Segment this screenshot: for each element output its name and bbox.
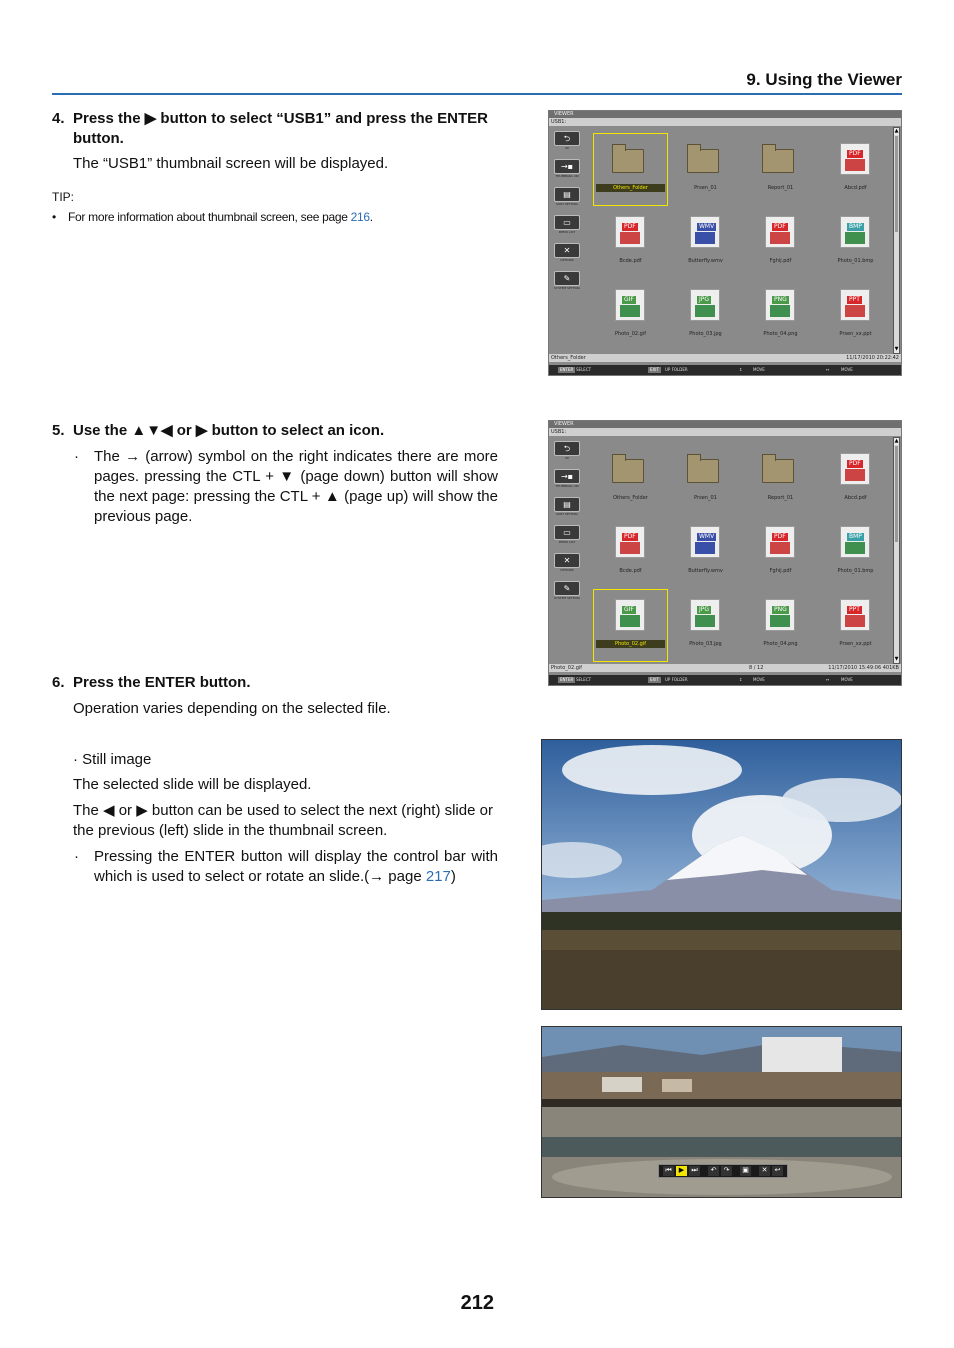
status-right: 11/17/2010 20:22:42	[846, 355, 899, 361]
viewer-path: USB1:	[549, 428, 901, 436]
thumbnail-filename: Bcde.pdf	[619, 568, 642, 574]
viewer-screenshot-2	[548, 420, 902, 686]
help-text: SELECT	[576, 677, 592, 682]
help-text: EXIT	[650, 367, 659, 372]
viewer-status-bar	[549, 354, 901, 362]
sidebar-button[interactable]	[552, 469, 582, 489]
jpg-file-icon	[690, 289, 720, 321]
sidebar-button-icon: ✎	[554, 581, 580, 596]
thumbnail-item[interactable]	[743, 516, 818, 589]
thumbnail-filename: Photo_02.gif	[614, 331, 647, 337]
pdf-file-icon	[840, 143, 870, 175]
step5-text: Use the ▲▼◀ or ▶ button to select an icon.	[73, 422, 385, 439]
thumbnail-item[interactable]	[818, 133, 893, 206]
previous-icon[interactable]: ⏮	[663, 1166, 674, 1176]
jpg-file-icon	[690, 599, 720, 631]
viewer-status-bar	[549, 664, 901, 672]
tip-end: .	[369, 210, 373, 224]
file-art	[845, 232, 865, 244]
file-art	[695, 232, 715, 244]
status-right: 11/17/2010 15:49:06 401KB	[828, 665, 899, 671]
sidebar-button-label: OPTIONS	[560, 258, 574, 262]
pdf-file-icon	[615, 526, 645, 558]
thumbnail-filename: Bcde.pdf	[619, 258, 642, 264]
sidebar-button-icon: ▭	[554, 215, 580, 230]
thumbnail-item[interactable]	[593, 443, 668, 516]
page-217-link[interactable]: 217	[425, 868, 451, 885]
viewer-help-bar	[549, 675, 901, 685]
viewer-scrollbar[interactable]: ▲ ▼	[894, 438, 899, 662]
step4-number: 4.	[52, 110, 65, 127]
sidebar-button-label: SYSTEM SETTING	[554, 286, 580, 290]
file-type-tag: WMV	[699, 533, 715, 540]
control-spacer	[753, 1166, 757, 1176]
thumbnail-filename: Butterfly.wmv	[688, 568, 723, 574]
file-type-tag: BMP	[849, 533, 862, 540]
sidebar-button-label: SORT SETTING	[556, 512, 578, 516]
step4-description: The “USB1” thumbnail screen will be displayed.	[73, 155, 389, 172]
tip-page-link[interactable]: 216	[350, 210, 370, 224]
sidebar-button-icon: →▪	[554, 159, 580, 174]
file-art	[695, 305, 715, 317]
file-type-tag: PDF	[624, 223, 636, 230]
return-icon[interactable]: ↩	[772, 1166, 783, 1176]
sidebar-button-icon: ✕	[554, 243, 580, 258]
fit-screen-icon[interactable]: ▣	[740, 1166, 751, 1176]
file-type-tag: PDF	[774, 223, 786, 230]
sidebar-button-label: THUMBNAIL ON	[555, 484, 579, 488]
step5-heading	[52, 421, 498, 441]
file-type-tag: WMV	[699, 223, 715, 230]
viewer-thumbnail-grid	[593, 133, 893, 352]
sidebar-button[interactable]	[552, 215, 582, 235]
pdf-file-icon	[765, 216, 795, 248]
thumbnail-item[interactable]	[668, 443, 743, 516]
file-art	[620, 305, 640, 317]
sidebar-button-icon: ▤	[554, 187, 580, 202]
still-image-heading: · Still image	[73, 751, 152, 768]
sidebar-button[interactable]	[552, 497, 582, 517]
viewer-screenshot-1	[548, 110, 902, 376]
help-text: ↔	[826, 677, 830, 682]
sidebar-button-icon: ⮌	[554, 441, 580, 456]
thumbnail-filename: Photo_01.bmp	[837, 258, 874, 264]
step6-number: 6.	[52, 674, 65, 691]
thumbnail-filename: Report_01	[767, 495, 794, 501]
help-text: EXIT	[650, 677, 659, 682]
still-image-description2: The ◀ or ▶ button can be used to select the next (right) slide or the previous (left) slide in the thumbnail screen.	[73, 802, 493, 839]
thumbnail-item[interactable]	[593, 133, 668, 206]
file-type-tag: PDF	[849, 460, 861, 467]
thumbnail-filename: Prsen_xx.ppt	[839, 641, 872, 647]
thumbnail-filename: Abcd.pdf	[844, 495, 867, 501]
sidebar-button-label: UP	[564, 456, 569, 460]
thumbnail-item[interactable]	[593, 206, 668, 279]
folder-icon	[762, 459, 794, 483]
sidebar-button-icon: ▭	[554, 525, 580, 540]
png-file-icon	[765, 289, 795, 321]
help-text: ↕	[739, 367, 743, 372]
thumbnail-filename: Prsen_xx.ppt	[839, 331, 872, 337]
file-art	[770, 542, 790, 554]
file-type-tag: JPG	[699, 296, 710, 303]
thumbnail-filename: Photo_03.jpg	[689, 641, 722, 647]
viewer-title: VIEWER	[549, 111, 901, 118]
tip-label: TIP:	[52, 190, 75, 204]
thumbnail-item[interactable]	[818, 206, 893, 279]
help-text: ENTER	[560, 677, 574, 682]
help-text: MOVE	[841, 677, 853, 682]
sidebar-button-label: DEMO LIST	[558, 230, 576, 234]
thumbnail-item[interactable]	[743, 279, 818, 352]
wmv-file-icon	[690, 216, 720, 248]
step4-heading-line2: button.	[73, 130, 124, 147]
thumbnail-filename: Butterfly.wmv	[688, 258, 723, 264]
sidebar-button-label: OPTIONS	[560, 568, 574, 572]
thumbnail-filename: Others_Folder	[613, 495, 648, 501]
step6-heading	[52, 673, 498, 693]
step6-description: Operation varies depending on the selected file.	[73, 700, 391, 717]
status-left: Others_Folder	[551, 355, 586, 361]
sidebar-button[interactable]	[552, 243, 582, 263]
step5-block	[52, 421, 498, 527]
viewer-sidebar	[552, 441, 584, 609]
sidebar-button[interactable]	[552, 271, 582, 291]
viewer-path: USB1:	[549, 118, 901, 126]
thumbnail-filename: Photo_04.png	[763, 641, 798, 647]
file-art	[620, 615, 640, 627]
rotate-left-icon[interactable]: ↶	[708, 1166, 719, 1176]
file-art	[845, 542, 865, 554]
wmv-file-icon	[690, 526, 720, 558]
slide-control-bar	[658, 1164, 788, 1178]
thumbnail-filename: Fghij.pdf	[769, 568, 792, 574]
step4-text-line1: Press the ▶ button to select “USB1” and press the ENTER	[73, 110, 488, 127]
sidebar-button-icon: ⮌	[554, 131, 580, 146]
file-art	[845, 305, 865, 317]
file-type-tag: BMP	[849, 223, 862, 230]
status-left: Photo_02.gif	[551, 665, 583, 671]
mountain-photo	[541, 739, 902, 1010]
file-art	[770, 232, 790, 244]
thumbnail-item[interactable]	[818, 516, 893, 589]
help-text: UP FOLDER	[665, 677, 688, 682]
pdf-file-icon	[615, 216, 645, 248]
thumbnail-filename: Abcd.pdf	[844, 185, 867, 191]
file-art	[770, 305, 790, 317]
control-spacer	[734, 1166, 738, 1176]
sidebar-button-icon: ✕	[554, 553, 580, 568]
thumbnail-filename: Prsen_01	[694, 185, 717, 191]
file-art	[845, 615, 865, 627]
file-art	[695, 542, 715, 554]
file-art	[620, 542, 640, 554]
close-icon[interactable]: ✕	[759, 1166, 770, 1176]
file-type-tag: JPG	[699, 606, 710, 613]
help-text: MOVE	[841, 367, 853, 372]
thumbnail-item[interactable]	[668, 133, 743, 206]
file-type-tag: PNG	[774, 296, 787, 303]
step5-bullet-text: The → (arrow) symbol on the right indicates there are more pages. pressing the CTL + ▼ (page down) button will show the next page: pressing the CTL + ▲ (page up) will show the previous page.	[94, 448, 498, 525]
thumbnail-item[interactable]	[818, 589, 893, 662]
help-text: MOVE	[753, 677, 765, 682]
step4-heading	[52, 109, 498, 129]
help-text: ↔	[826, 367, 830, 372]
thumbnail-item[interactable]	[818, 279, 893, 352]
header-rule	[52, 93, 902, 95]
folder-icon	[762, 149, 794, 173]
step6-block	[52, 673, 498, 887]
control-spacer	[702, 1166, 706, 1176]
bmp-file-icon	[840, 216, 870, 248]
sidebar-button[interactable]	[552, 187, 582, 207]
step6-bullet-end: )	[450, 868, 456, 885]
ppt-file-icon	[840, 289, 870, 321]
folder-icon	[687, 149, 719, 173]
next-icon[interactable]: ⏭	[689, 1166, 700, 1176]
file-art	[770, 615, 790, 627]
thumbnail-item[interactable]	[593, 279, 668, 352]
page-number: 212	[460, 1292, 494, 1314]
thumbnail-item[interactable]	[668, 206, 743, 279]
tip-text: For more information about thumbnail screen, see page	[68, 210, 351, 224]
step5-number: 5.	[52, 422, 65, 439]
sidebar-button-icon: ▤	[554, 497, 580, 512]
sidebar-button-icon: ✎	[554, 271, 580, 286]
sidebar-button[interactable]	[552, 581, 582, 601]
pdf-file-icon	[765, 526, 795, 558]
thumbnail-item[interactable]	[743, 133, 818, 206]
bmp-file-icon	[840, 526, 870, 558]
thumbnail-filename: Photo_04.png	[763, 331, 798, 337]
sidebar-button[interactable]	[552, 441, 582, 461]
thumbnail-item[interactable]	[593, 589, 668, 662]
thumbnail-filename: Photo_03.jpg	[689, 331, 722, 337]
file-type-tag: GIF	[624, 296, 634, 303]
thumbnail-item[interactable]	[818, 443, 893, 516]
sidebar-button-label: SYSTEM SETTING	[554, 596, 580, 600]
thumbnail-item[interactable]	[593, 516, 668, 589]
sidebar-button[interactable]	[552, 525, 582, 545]
step5-bullet: · The → (arrow) symbol on the right indicates there are more pages. pressing the CTL + ▼ (page down) button will show the next page: pressing the CTL + ▲ (page up) will show the previous page.	[74, 448, 498, 525]
file-type-tag: PDF	[849, 150, 861, 157]
file-art	[620, 232, 640, 244]
file-type-tag: PNG	[774, 606, 787, 613]
thumbnail-filename: Photo_02.gif	[596, 640, 665, 648]
step6-text: Press the ENTER button.	[73, 674, 251, 691]
bridge-photo	[541, 1026, 902, 1198]
folder-icon	[612, 149, 644, 173]
help-text: ENTER	[560, 367, 574, 372]
file-type-tag: PDF	[624, 533, 636, 540]
pdf-file-icon	[840, 453, 870, 485]
sidebar-button[interactable]	[552, 131, 582, 151]
status-mid: 8 / 12	[749, 665, 764, 671]
thumbnail-item[interactable]	[743, 589, 818, 662]
gif-file-icon	[615, 599, 645, 631]
sidebar-button[interactable]	[552, 553, 582, 573]
mountain-photo-image	[542, 740, 902, 1010]
step4-block	[52, 109, 498, 226]
viewer-sidebar	[552, 131, 584, 299]
sidebar-button-icon: →▪	[554, 469, 580, 484]
thumbnail-filename: Photo_01.bmp	[837, 568, 874, 574]
play-icon[interactable]: ▶	[676, 1166, 687, 1176]
thumbnail-item[interactable]	[743, 206, 818, 279]
ppt-file-icon	[840, 599, 870, 631]
folder-icon	[687, 459, 719, 483]
file-art	[845, 159, 865, 171]
rotate-right-icon[interactable]: ↷	[721, 1166, 732, 1176]
thumbnail-item[interactable]	[668, 279, 743, 352]
viewer-title: VIEWER	[549, 421, 901, 428]
step6-bullet: · Pressing the ENTER button will display the control bar with which is used to select or rotate an slide.(→ page 217)	[74, 848, 498, 885]
folder-icon	[612, 459, 644, 483]
thumbnail-item[interactable]	[668, 516, 743, 589]
file-art	[695, 615, 715, 627]
help-text: UP FOLDER	[665, 367, 688, 372]
sidebar-button-label: SORT SETTING	[556, 202, 578, 206]
thumbnail-filename: Prsen_01	[694, 495, 717, 501]
sidebar-button[interactable]	[552, 159, 582, 179]
sidebar-button-label: UP	[564, 146, 569, 150]
sidebar-button-label: DEMO LIST	[558, 540, 576, 544]
help-text: SELECT	[576, 367, 592, 372]
png-file-icon	[765, 599, 795, 631]
sidebar-button-label: THUMBNAIL ON	[555, 174, 579, 178]
section-title: 9. Using the Viewer	[746, 70, 902, 89]
file-art	[845, 469, 865, 481]
thumbnail-filename: Report_01	[767, 185, 794, 191]
file-type-tag: PPT	[849, 606, 860, 613]
file-type-tag: PPT	[849, 296, 860, 303]
file-type-tag: GIF	[624, 606, 634, 613]
tip-item: • For more information about thumbnail screen, see page 216.	[52, 210, 373, 224]
help-text: ↕	[739, 677, 743, 682]
step6-bullet-text: Pressing the ENTER button will display the control bar with which is used to select or rotate an slide.(→ page	[94, 848, 498, 885]
gif-file-icon	[615, 289, 645, 321]
viewer-scrollbar[interactable]: ▲ ▼	[894, 128, 899, 352]
viewer-thumbnail-grid	[593, 443, 893, 662]
thumbnail-filename: Others_Folder	[596, 184, 665, 192]
viewer-help-bar	[549, 365, 901, 375]
help-text: MOVE	[753, 367, 765, 372]
thumbnail-item[interactable]	[668, 589, 743, 662]
thumbnail-item[interactable]	[743, 443, 818, 516]
file-type-tag: PDF	[774, 533, 786, 540]
still-image-description: The selected slide will be displayed.	[73, 776, 312, 793]
thumbnail-filename: Fghij.pdf	[769, 258, 792, 264]
